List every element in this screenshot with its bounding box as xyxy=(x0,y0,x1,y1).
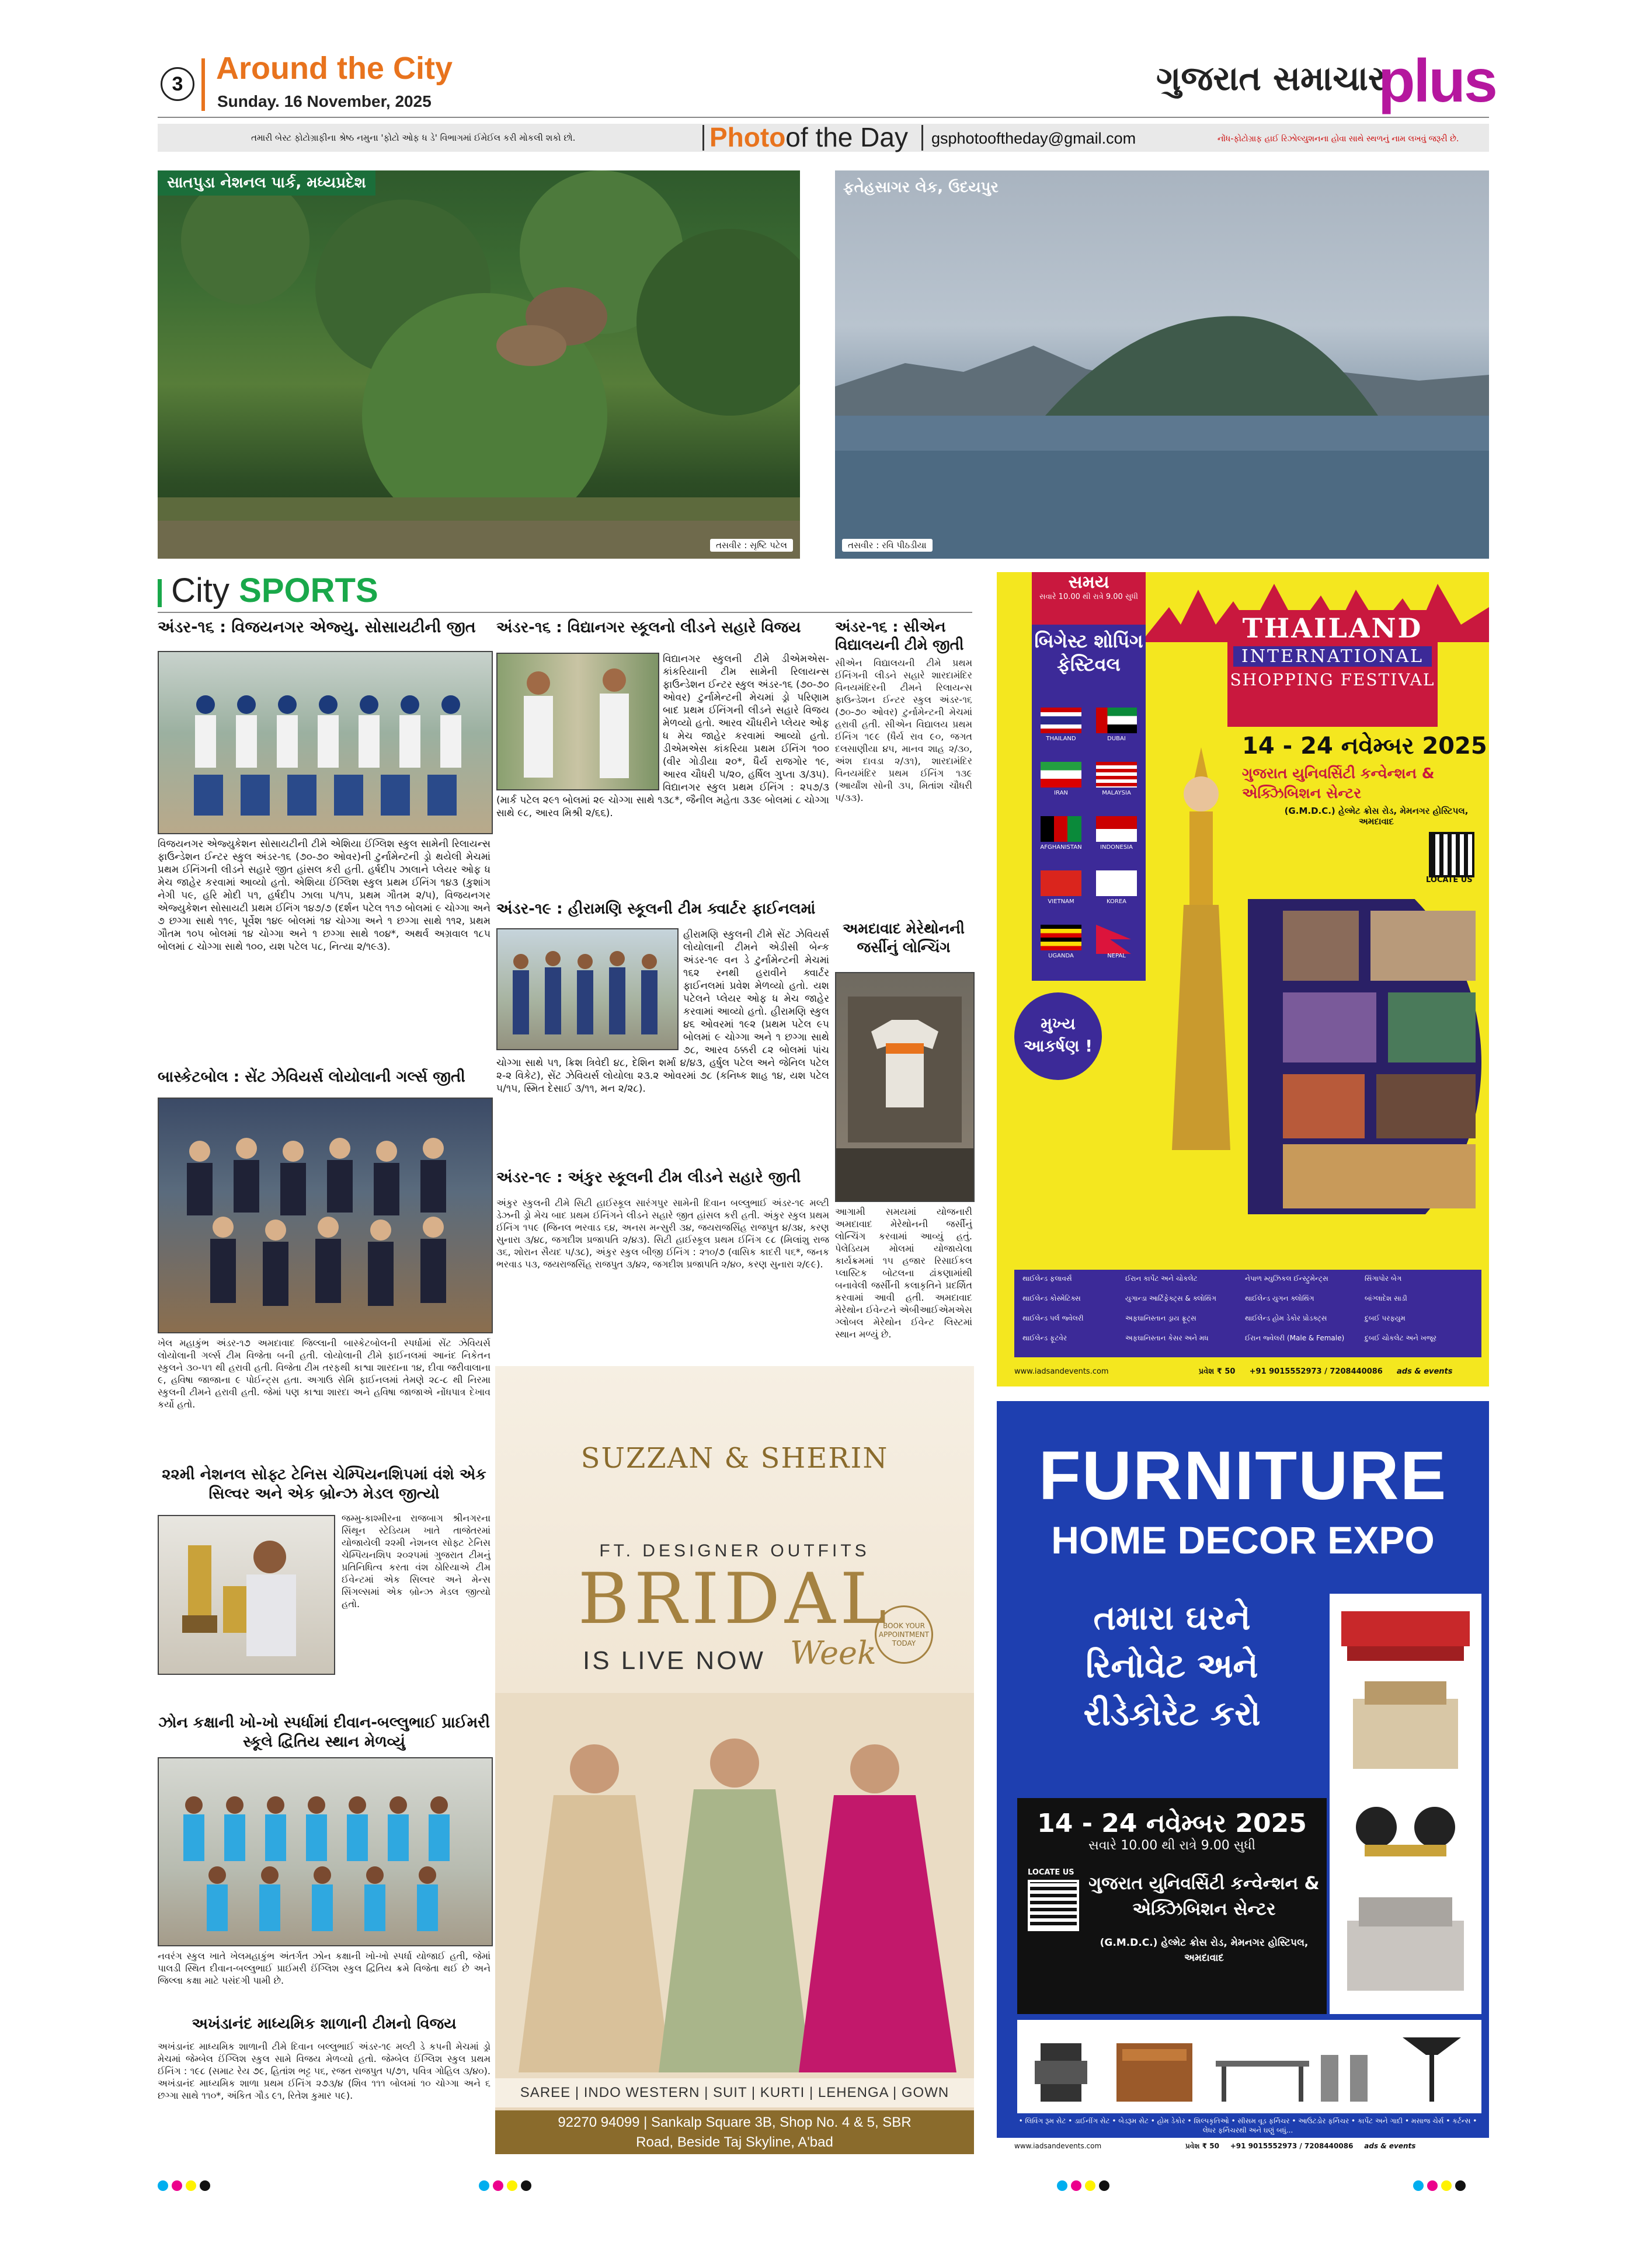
thai-organiser: ads & events xyxy=(1396,1367,1453,1376)
suzzan-stamp[interactable]: BOOK YOUR APPOINTMENT TODAY xyxy=(875,1605,933,1664)
thai-item: નેપાળ મ્યુઝિકલ ઈન્સ્ટ્રુમેન્ટ્સ xyxy=(1245,1274,1328,1283)
thai-time-box xyxy=(1032,572,1146,625)
photo-team-vijaynagar xyxy=(158,651,493,834)
furniture-images-icon xyxy=(1330,1594,1481,2014)
sports-rule xyxy=(158,612,972,613)
brand-logo: ગુજરાત સમાચાર xyxy=(1156,58,1386,98)
thai-item: યુગાન્ડા આર્ટિફેક્ટ્સ & ક્લોથિંગ xyxy=(1125,1294,1216,1302)
flag-nepal xyxy=(1096,925,1131,954)
photo-title-b: of the Day xyxy=(785,122,908,152)
article-body: અખંડાનંદ માધ્યમિક શાળાની ટીમે દિવાન બલ્લુભાઈ અંડર-૧૯ મલ્ટી ડે કપની મેચમાં ડ્રો મેચમાં જેમ્બેલ ઈંગ્લિશ સ્કુલ સામે વિજય મેળવ્યો હતો. જેમ્બેલ ઈંગ્લિશ સ્કુલ પ્રથમ ઈનિંગ : ૧૯૮ (સમાટ રેય ૭૯, હિતાંશ ભટ્ટ ૫૬, રજત રાજપુત ૫/૭૧, પવિત્ર ગોહિલ ૩/૪૦). અખંડાનંદ માધ્યમિક શાળા પ્રથમ ઈનિંગ ૨૭૩/૪ (શિવ ૧૧૧ બોલમાં ૧૦ ચોગ્ગા અને ૬ છગ્ગા સાથે ૧૧૦*, અંકિત ગૌડ ૯૧, રિતેશ કુમાર ૫૯). xyxy=(158,2041,491,2101)
flag-iran xyxy=(1041,762,1081,788)
thai-item: થાઈલેન્ડ ફલાવર્સ xyxy=(1022,1274,1072,1283)
suzzan-subhead: IS LIVE NOW xyxy=(583,1646,766,1675)
suzzan-tagline: FT. DESIGNER OUTFITS xyxy=(599,1541,870,1560)
black-dot xyxy=(1455,2180,1466,2191)
furniture-tagline xyxy=(1017,1594,1327,1737)
thai-title3: SHOPPING FESTIVAL xyxy=(1230,670,1435,689)
photo-basketball-team xyxy=(158,1098,493,1333)
furniture-list: • લિવિંગ રૂમ સેટ • ડાઈનીંગ સેટ • બેડરૂમ સેટ • હોમ ડેકોર • શિલ્પકૃતિઓ • સીસમ વૂડ ફર્નિચર • આઉટડોર ફર્નિચર • કાર્પેટ અને ગાદી • મસાજ ચેર્સ • કર્ટન્સ • લેધર ફર્નિચરથી અને ઘણું બધું... xyxy=(1018,2117,1477,2134)
thai-item: બાંગ્લાદેશ સાડી xyxy=(1365,1294,1407,1302)
article-title: અંડર-૧૬ : વિજયનગર એજ્યુ. સોસાયટીની જીત xyxy=(158,618,476,636)
furniture-venue2: એક્ઝિબિશન સેન્ટર xyxy=(1132,1899,1276,1919)
photo-title-a: Photo xyxy=(709,122,786,152)
country-label: VIETNAM xyxy=(1048,898,1074,905)
photo-strip-email: gsphotooftheday@gmail.com xyxy=(931,130,1136,147)
thai-phone[interactable]: +91 9015552973 / 7208440086 xyxy=(1249,1367,1383,1376)
photo-fatehsagar xyxy=(835,170,1489,559)
thai-flags xyxy=(1032,701,1146,981)
ad-furniture-expo[interactable] xyxy=(997,1401,1489,2154)
header-accent-bar xyxy=(201,58,205,111)
article-title: ૨૨મી નેશનલ સોફ્ટ ટેનિસ ચેમ્પિયનશિપમાં વંશે એક સિલ્વર અને એક બ્રોન્ઝ મેડલ જીત્યો xyxy=(162,1466,486,1503)
photo-strip-divider-left xyxy=(702,125,704,151)
flag-vietnam xyxy=(1041,870,1081,896)
thai-item: થાઈલેન્ડ કોસ્મેટિક્સ xyxy=(1022,1294,1081,1302)
thai-item: અફઘાનિસ્તાન ડ્રાય ફ્રૂટ્સ xyxy=(1125,1314,1196,1322)
furniture-tag3: રીડેકોરેટ કરો xyxy=(1083,1694,1261,1733)
furniture-venue xyxy=(1087,1871,1321,1922)
country-label: INDONESIA xyxy=(1100,844,1133,851)
country-label: AFGHANISTAN xyxy=(1040,844,1082,851)
furniture-title2: HOME DECOR EXPO xyxy=(1051,1518,1435,1562)
suzzan-logo: SUZZAN & SHERIN xyxy=(580,1442,889,1475)
thai-entry: પ્રવેશ ₹ 50 xyxy=(1198,1367,1236,1376)
thai-locate-label: LOCATE US xyxy=(1426,876,1473,884)
flag-thailand xyxy=(1041,708,1081,733)
thai-item: દુબઈ પરફ્યુમ xyxy=(1365,1314,1406,1322)
flag-dubai xyxy=(1096,708,1137,733)
article-body: નવરંગ સ્કુલ ખાતે ખેલમહાકુંભ અંતર્ગત ઝોન કક્ષાની ખો-ખો સ્પર્ધા યોજાઈ હતી, જેમાં પાલડી સ્થિત દીવાન-બલ્લુભાઈ પ્રાઈમરી ઈંગ્લિશ સ્કુલ દ્વિતિય ક્રમે વિજેતા થઈ છે અને જિલ્લા કક્ષા માટે પસંદગી પામી છે. xyxy=(158,1950,491,1986)
thai-venue: ગુજરાત યુનિવર્સિટી કન્વેન્શન & એક્ઝિબિશન સેન્ટર xyxy=(1242,765,1435,802)
yellow-dot xyxy=(1441,2180,1452,2191)
furniture-tag1: તમારા ઘરને xyxy=(1093,1598,1251,1638)
registration-marks-left xyxy=(158,2180,214,2193)
ad-thailand-festival[interactable] xyxy=(997,572,1489,1386)
country-label: DUBAI xyxy=(1107,736,1126,742)
thai-address: (G.M.D.C.) હેલ્મેટ ક્રોસ રોડ, મેમનગર હોસ્ટિપલ, અમદાવાદ xyxy=(1284,806,1469,827)
furniture-bottom-icon xyxy=(1017,2020,1481,2113)
city-sports-label xyxy=(158,571,378,610)
furniture-phone[interactable]: +91 9015552973 / 7208440086 xyxy=(1230,2142,1354,2150)
cyan-dot xyxy=(1057,2180,1067,2191)
flag-afghanistan xyxy=(1041,816,1081,842)
article-title: ઝોન કક્ષાની ખો-ખો સ્પર્ધામાં દીવાન-બલ્લુભાઈ પ્રાઈમરી સ્કૂલે દ્વિતિય સ્થાન મેળવ્યું xyxy=(158,1714,490,1751)
registration-marks-center-right xyxy=(1057,2180,1113,2193)
suzzan-headline: BRIDAL xyxy=(578,1559,892,1640)
sports-label: SPORTS xyxy=(239,572,378,609)
thai-title1: THAILAND xyxy=(1242,612,1423,644)
article-body: સીએન વિદ્યાલયની ટીમે પ્રથમ ઈનિંગની લીડને સહારે શારદામંદિર વિનયમંદિરની ટીમને રિલાયન્સ ફાઉન્ડેશન ઈન્ટર સ્કુલ અંડર-૧૬ (૭૦-૭૦ ઓવર) ટુર્નામેન્ટની મેચમાં હરાવી હતી. સીએન વિદ્યાલય પ્રથમ ઈનિંગ ૧૯૯ (ધૈર્ય રાવ ૯૦, જગત દલસાણીયા ૪૫, માનવ શાહ ૨/૩૦, અંશ દાવડા ૨/૩૧), શારદામંદિર વિનયમંદિર પ્રથમ ઈનિંગ ૧૩૯ (આર્યાંશ સોની ૩૫, મિતાંશ ચૌધરી ૫/૩૩). xyxy=(835,657,972,803)
magenta-dot xyxy=(493,2180,503,2191)
photo-marathon-jersey xyxy=(835,972,975,1202)
tennis-figure xyxy=(159,1516,334,1674)
photo-kho-kho-team xyxy=(158,1757,493,1946)
article-body-text: વિદ્યાનગર સ્કુલની ટીમે ડીએમએસ-કાંકરિયાની ટીમ સામેની રિલાયન્સ ફાઉન્ડેશન ઈન્ટર સ્કુલ અંડર-૧૬ (૭૦-૭૦ ઓવર) ટુર્નામેન્ટની મેચમાં ડ્રો પરિણામ બાદ પ્રથમ ઈનિંગની લીડને સહારે વિજય મેળવ્યો હતો. આરવ ચૌધરીને પ્લેયર ઓફ ધ મેચ જાહેર કરવામાં આવ્યો હતો. ડીએમએસ કાંકરિયા પ્રથમ ઈનિંગ ૧૦૦ (વીર ગોડીયા ૨૦*, ધૈર્ય રાજગોર ૧૯, આરવ ચૌધરી ૫/૨૦, હર્ષિલ ગુપ્તા ૩/૩૫). વિદ્યાનગર સ્કુલ પ્રથમ ઈનિંગ : ૨૫૭/૩ (માર્ક પટેલ ૨૯૧ બોલમાં ૨૯ ચોગ્ગા સાથે ૧૩૮*, જૈનીલ મહેતા ૩૩૯ બોલમાં ૮ ચોગ્ગા સાથે ૯૮, આરવ મિશ્રી ૨/૬૬). xyxy=(496,653,829,819)
kho-kho-figures xyxy=(159,1758,492,1945)
thai-items-list xyxy=(1014,1270,1481,1357)
photo-hiramani-team xyxy=(496,928,679,1050)
photo-credit: તસવીર : સૃષ્ટિ પટેલ xyxy=(710,539,793,552)
furniture-image-panel xyxy=(1330,1594,1481,2014)
page-number: 3 xyxy=(161,67,194,101)
furniture-venue1: ગુજરાત યુનિવર્સિટી કન્વેન્શન & xyxy=(1088,1873,1320,1894)
article-body xyxy=(496,653,829,860)
team-figures xyxy=(159,652,492,833)
yellow-dot xyxy=(186,2180,196,2191)
thai-item: અફઘાનિસ્તાન કેસર અને મધ xyxy=(1125,1334,1209,1342)
flag-malaysia xyxy=(1096,762,1137,788)
suzzan-models-art xyxy=(495,1693,974,2078)
brand-plus-logo: plus xyxy=(1378,47,1496,115)
article-body-text: હીરામણિ સ્કુલની ટીમે સેંટ ઝેવિયર્સ લોયોલાની ટીમને એડીસી બેન્ક અંડર-૧૯ વન ડે ટુર્નામેન્ટની મેચમાં ૧૬૨ રનથી હરાવીને ક્વાર્ટર ફાઈનલમાં પ્રવેશ મેળવ્યો હતો. યશ પટેલને પ્લેયર ઓફ ધ મેચ જાહેર કરવામાં આવ્યો હતો. હીરામણિ સ્કુલ ૪૬ ઓવરમાં ૧૯૨ (પ્રથમ પટેલ ૯૫ બોલમાં ૯ ચોગ્ગા અને ૧ છગ્ગા સાથે ૭૮, આરવ ઠક્કરી ૮૨ બોલમાં પાંચ ચોગ્ગા સાથે ૫૧, ક્રિશ ત્રિવેદી ૪૮, દેશિન શર્મા ૪/૪૩, હર્ષુલ પટેલ અને જેનિલ પટેલ ૨-૨ વિકેટ), સેંટ ઝેવિયર્સ લોયોલા ૨૩.૨ ઓવરમાં ૭૮ (કનિષ્ક શાહ ૧૪, યશ પટેલ ૫/૧૫, સ્મિત દેસાઈ ૩/૧૧, મન ૨/૨૮). xyxy=(496,929,829,1095)
thai-item: થાઈલેન્ડ પર્લ જ્વેલરી xyxy=(1022,1314,1084,1322)
country-label: IRAN xyxy=(1054,790,1068,796)
flag-korea xyxy=(1096,870,1137,896)
yellow-dot xyxy=(507,2180,517,2191)
thai-qr-code[interactable] xyxy=(1429,832,1474,877)
thai-item: દુબઈ ચોકલેટ અને ખજૂર xyxy=(1365,1334,1437,1342)
magenta-dot xyxy=(1071,2180,1081,2191)
article-body: જમ્મુ-કાશ્મીરના રાજબાગ શ્રીનગરના સિંથૂન સ્ટેડિયમ ખાતે તાજેતરમાં યોજાયેલી ૨૨મી નેશનલ સોફ્ટ ટેનિસ ચેમ્પિયનશિપ ૨૦૨૫માં ગુજરાત ટીમનું પ્રતિનિધિત્વ કરતા વંશ ઠોરિયાએ ટીમ ઈવેન્ટમાં એક સિલ્વર અને મેન્સ સિંગલ્સમાં એક બ્રોન્ઝ મેડલ જીત્યો હતો. xyxy=(342,1513,491,1609)
ad-suzzan-sherin[interactable] xyxy=(495,1366,974,2154)
thai-website[interactable]: www.iadsandevents.com xyxy=(1014,1367,1109,1376)
magenta-dot xyxy=(172,2180,182,2191)
photo-satpuda xyxy=(158,170,800,559)
article-title: અમદાવાદ મેરેથોનની જર્સીનું લોન્ચિંગ xyxy=(843,920,965,956)
thai-footer xyxy=(1014,1363,1481,1381)
country-label: UGANDA xyxy=(1048,953,1074,959)
thai-item: ઈરાન જ્વેલરી (Male & Female) xyxy=(1245,1334,1345,1342)
photo-tennis-player xyxy=(158,1515,335,1675)
thai-time-text: સવારે 10.00 થી રાત્રે 9.00 સુધી xyxy=(1039,593,1138,601)
hiramani-figures xyxy=(498,929,677,1049)
photo-strip-divider-right xyxy=(921,125,923,151)
black-dot xyxy=(1099,2180,1109,2191)
city-label: City xyxy=(171,572,230,609)
thai-item: થાઈલેન્ડ હોમ ડેકોર પ્રોડક્ટ્સ xyxy=(1245,1314,1327,1322)
furniture-time: સવારે 10.00 થી રાત્રે 9.00 સુધી xyxy=(1088,1838,1255,1853)
black-dot xyxy=(200,2180,210,2191)
thai-item: થાઈલેન્ડ યુગન ક્લોથિંગ xyxy=(1245,1294,1314,1302)
country-label: THAILAND xyxy=(1046,736,1076,742)
registration-marks-center-left xyxy=(479,2180,535,2193)
photo-fatehsagar-art xyxy=(835,170,1489,559)
article-body: ખેલ મહાકુંભ અંડર-૧૭ અમદાવાદ જિલ્લાની બાસ્કેટબોલની સ્પર્ધામાં સેંટ ઝેવિયર્સ લોયોલાની ગર્લ્સ ટીમ વિજેતા બની હતી. લોયોલાની ટીમે ફાઈનલમાં આનંદ નિકેતન સ્કુલને ૩૦-૫૧ થી હરાવી હતી. વિજેતા ટીમ તરફથી કાશ્વા શારદાના ૧૪, દીવા જરીવાલાના ૯, હવિષા જાજાના ૯ પોઈન્ટ્સ હતા. અગાઉ સેમિ ફાઈનલમાં તેમણે ૨૮-૮ થી નિરમા સ્કુલની ટીમને હરાવી હતી. જેમાં પણ કાશ્વા શારદા અને હવિષા જાજાએ નોંધપાત્ર દેખાવ કર્યો હતો. xyxy=(158,1337,491,1410)
thai-item: સિંગાપોર બેગ xyxy=(1365,1274,1402,1283)
article-title: અંડર-૧૬ : સીએન વિદ્યાલયની ટીમે જીતી xyxy=(835,618,964,653)
furniture-footer xyxy=(997,2138,1489,2154)
furniture-address: (G.M.D.C.) હેલ્મેટ ક્રોસ રોડ, મેમનગર હોસ્ટિપલ, અમદાવાદ xyxy=(1100,1937,1309,1964)
sports-accent-bar xyxy=(158,579,162,607)
country-label: KOREA xyxy=(1107,898,1126,905)
jersey-art xyxy=(836,973,973,1201)
thai-title-box xyxy=(1227,610,1438,727)
thai-collage-wheel xyxy=(1248,899,1489,1214)
furniture-qr-code[interactable] xyxy=(1028,1880,1079,1931)
country-label: NEPAL xyxy=(1107,953,1126,959)
thai-biggest-label: બિગેસ્ટ શોપિંગ ફેસ્ટિવલ xyxy=(1032,625,1146,701)
furniture-dates: 14 - 24 નવેમ્બર 2025 xyxy=(1037,1809,1307,1838)
article-title: બાસ્કેટબોલ : સેંટ ઝેવિયર્સ લોયોલાની ગર્લ્સ જીતી xyxy=(158,1068,465,1086)
article-title: અખંડાનંદ માધ્યમિક શાળાની ટીમનો વિજય xyxy=(192,2015,457,2033)
thai-item: થાઈલેન્ડ ફૂટવેર xyxy=(1022,1334,1067,1342)
photo-satpuda-art xyxy=(158,170,800,559)
thai-time-label: સમય xyxy=(1068,572,1109,593)
suzzan-address-line1: 92270 94099 | Sankalp Square 3B, Shop No. 4 & 5, SBR xyxy=(558,2114,912,2130)
cyan-dot xyxy=(1413,2180,1424,2191)
thai-dates: 14 - 24 નવેમ્બર 2025 xyxy=(1242,733,1487,760)
furniture-title1: FURNITURE xyxy=(1038,1437,1448,1514)
article-title: અંડર-૧૯ : હીરામણિ સ્કૂલની ટીમ ક્વાર્ટર ફાઈનલમાં xyxy=(496,900,816,918)
section-title: Around the City xyxy=(216,51,453,86)
thai-title2: INTERNATIONAL xyxy=(1233,646,1432,667)
magenta-dot xyxy=(1427,2180,1438,2191)
furniture-info-box xyxy=(1017,1798,1327,2014)
flag-uganda xyxy=(1041,925,1081,950)
page-date: Sunday. 16 November, 2025 xyxy=(217,92,432,110)
furniture-organiser: ads & events xyxy=(1364,2142,1416,2150)
article-body: આગામી સમયમાં યોજનારી અમદાવાદ મેરેથોનની જર્સીનું લોન્ચિંગ કરવામાં આવ્યું હતું. પેલેડિયમ મોલમાં યોજાયેલા કાર્યક્રમમાં ૧૫ હજાર રિસાઈકલ પ્લાસ્ટિક બોટલના ઢાંકણામાંથી બનાવેલી જર્સીની કલાકૃતિને પ્રદર્શિત કરવામાં આવી હતી. અમદાવાદ મેરેથોન ઈવેન્ટને એબીઆઈએમએસ ગ્લોબલ મેરેથોન ઈવેન્ટ લિસ્ટમાં સ્થાન મળ્યું છે. xyxy=(835,1206,972,1340)
photo-credit: તસવીર : રવિ પીઠડીયા xyxy=(842,539,933,552)
furniture-locate-label: LOCATE US xyxy=(1028,1868,1074,1877)
thai-dancer-figure xyxy=(1143,747,1260,1156)
photo-strip-note: તમારી બેસ્ટ ફોટોગ્રાફીના શ્રેષ્ઠ નમુના 'ફોટો ઓફ ધ ડે' વિભાગમાં ઈમેઈલ કરી મોકલી શકો છો. xyxy=(251,133,576,143)
header-rule xyxy=(158,117,1489,118)
article-title: અંડર-૧૬ : વિદ્યાનગર સ્કૂલનો લીડને સહારે વિજય xyxy=(496,619,801,636)
suzzan-week: Week xyxy=(790,1635,876,1671)
yellow-dot xyxy=(1085,2180,1095,2191)
furniture-entry: પ્રવેશ ₹ 50 xyxy=(1185,2142,1219,2150)
furniture-bottom-images xyxy=(1017,2020,1481,2113)
suzzan-categories: SAREE | INDO WESTERN | SUIT | KURTI | LEHENGA | GOWN xyxy=(495,2078,974,2107)
article-body: વિજયનગર એજ્યુકેશન સોસાયટીની ટીમે એશિયા ઈંગ્લિશ સ્કુલ સામેની રિલાયન્સ ફાઉન્ડેશન ઈન્ટર સ્કુલ અંડર-૧૬ (૭૦-૭૦ ઓવર)ની ટુર્નામેન્ટની ડ્રો થયેલી મેચમાં પ્રથમ ઈનિંગની લીડને સહારે જીત હાંસલ કરી હતી. હર્ષદીપ ઝાલાને પ્લેયર ઓફ ધ મેચ જાહેર કરવામાં આવ્યો હતો. એશિયા ઈંગ્લિશ સ્કુલ પ્રથમ ઈનિંગ ૧૪૩ (કુશાંગ નેગી ૫૯, હરિ મોદી ૫૧, હર્ષદીપ ઝાલા ૫/૧૫, પ્રથમ ગૌતમ ૨/૫), વિજયનગર એજ્યુકેશન સોસાયટી પ્રથમ ઈનિંગ ૧૪૭/૭ (દર્શન પટેલ ૧૧૭ બોલમાં ૯ ચોગ્ગા અને ૭ છગ્ગા સાથે ૧૧૯, પૂર્વેશ ૧૪૯ બોલમાં ૧૪ ચોગ્ગા અને ૧ છગ્ગા સાથે ૧૧૨, પ્રથમ ગૌતમ ૧૦૫ બોલમાં ૧૪ ચોગ્ગા અને ૧ છગ્ગા સાથે ૧૦૪*, અથર્વ અગ્રવાલ ૧૮૫ બોલમાં ૮ ચોગ્ગા સાથે ૧૦૦, યશ પટેલ ૫૮, નિત્યા ૨/૧૯૩). xyxy=(158,838,491,953)
photo-place-label: ફતેહસાગર લેક, ઉદયપુર xyxy=(843,179,999,196)
furniture-website[interactable]: www.iadsandevents.com xyxy=(1014,2142,1102,2150)
black-dot xyxy=(521,2180,531,2191)
photo-strip-title xyxy=(709,121,908,153)
thai-item: ઈરાન કાર્પેટ અને ચોકલેટ xyxy=(1125,1274,1198,1283)
cyan-dot xyxy=(158,2180,168,2191)
country-label: MALAYSIA xyxy=(1102,790,1131,796)
furniture-tag2: રિનોવેટ અને xyxy=(1086,1646,1258,1685)
photo-place-label: સાતપુડા નેશનલ પાર્ક, મધ્યપ્રદેશ xyxy=(158,170,375,196)
registration-marks-right xyxy=(1413,2180,1469,2193)
cyan-dot xyxy=(479,2180,489,2191)
article-title: અંડર-૧૯ : અંકુર સ્કૂલની ટીમ લીડને સહારે જીતી xyxy=(496,1169,801,1186)
basketball-figures xyxy=(159,1099,492,1332)
thai-highlight-badge: મુખ્ય આકર્ષણ ! xyxy=(1014,992,1102,1080)
flag-indonesia xyxy=(1096,816,1137,842)
suzzan-address xyxy=(495,2110,974,2154)
float-spacer xyxy=(496,653,663,788)
article-body: અંકુર સ્કુલની ટીમે સિટી હાઈસ્કૂલ સારંગપુર સામેની દિવાન બલ્લુભાઈ અંડર-૧૯ મલ્ટી ડેઝની ડ્રો મેચ બાદ પ્રથમ ઈનિંગને લીડને સહારે જીત હાંસલ કરી હતી. અંકુર સ્કુલ પ્રથમ ઈનિંગ ૧૫૯ (જિનલ ભરવાડ ૬૪, અનસ મન્સુરી ૩૪, જયરાજસિંહ રાજપુત ૪/૩૪, કરણ સુનારા ૩/૪૮, જગદીશ પ્રજાપતિ ૨/૪૩). સિટી હાઈસ્કૂલ પ્રથમ ઈનિંગ ૯૮ (મિલાંશુ રાજ ૩૬, શોરાન સૈયદ ૫/૩૮), અંકુર સ્કુલ બીજી ઈનિંગ : ૨૧૦/૭ (વાસિક કાદરી ૫૬*, જનક ભરવાડ ૫૩, જયરાજસિંહ રાજપુત ૩/૪૨, જગદીશ પ્રજાપતિ ૨/૪૦, કરણ સુનારા ૨/૯૯). xyxy=(496,1197,829,1270)
photo-strip-right-note: નોંધ-ફોટોગ્રાફ હાઈ રિઝોલ્યુશનના હોવા સાથે સ્થળનું નામ લખવું જરૂરી છે. xyxy=(1217,134,1459,144)
suzzan-address-line2: Road, Beside Taj Skyline, A'bad xyxy=(636,2134,833,2150)
